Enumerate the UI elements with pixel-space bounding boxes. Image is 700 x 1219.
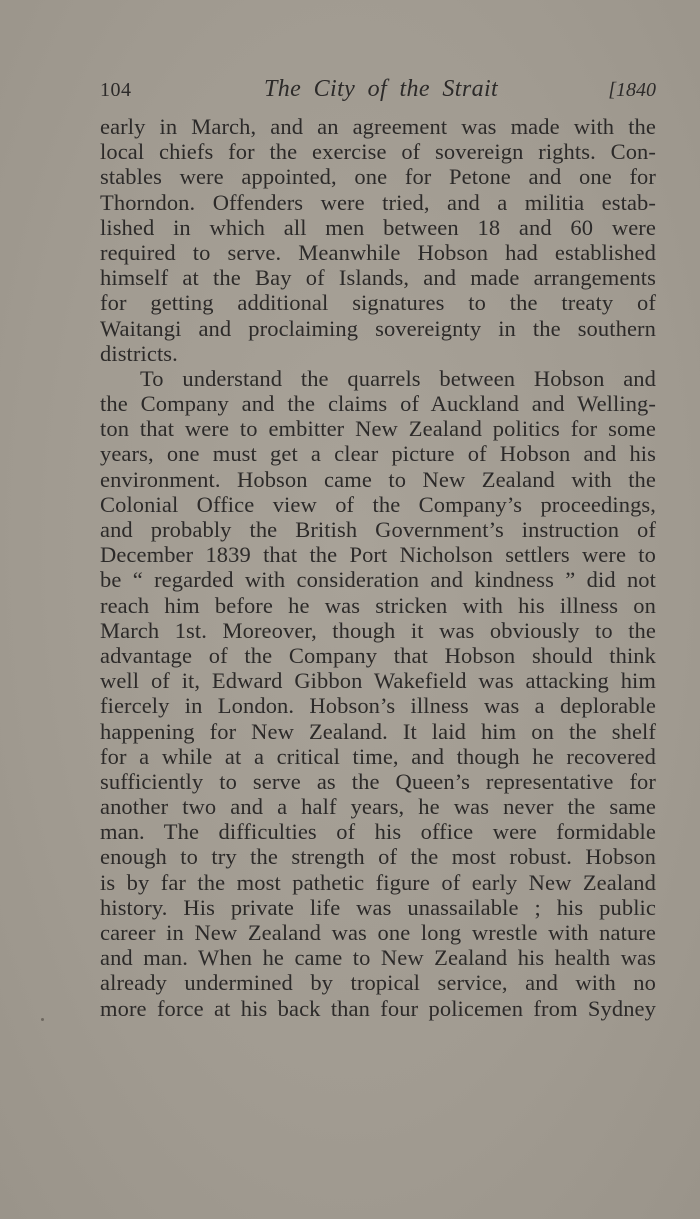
text-line: the Company and the claims of Auckland and Welling-: [100, 391, 656, 417]
text-line: ton that were to embitter New Zealand politics for some: [100, 416, 656, 442]
text-line: career in New Zealand was one long wrestle with nature: [100, 920, 656, 945]
text-line: more force at his back than four policemen from Sydney: [100, 995, 656, 1021]
text-line: Waitangi and proclaiming sovereignty in the southern: [100, 315, 656, 341]
text-line: years, one must get a clear picture of Hobson and his: [100, 441, 656, 467]
text-line: already undermined by tropical service, and with no: [100, 970, 656, 996]
text-line: districts.: [100, 340, 178, 366]
text-line: be “ regarded with consideration and kindness ” did not: [100, 567, 656, 593]
text-line: reach him before he was stricken with his illness on: [100, 592, 656, 618]
text-line: March 1st. Moreover, though it was obviously to the: [100, 617, 656, 643]
text-line: history. His private life was unassailable ; his public: [100, 894, 656, 920]
text-line: himself at the Bay of Islands, and made arrangements: [100, 265, 656, 291]
paper-speck: [41, 1018, 44, 1021]
text-line: environment. Hobson came to New Zealand with the: [100, 466, 656, 492]
text-line: well of it, Edward Gibbon Wakefield was attacking him: [100, 668, 656, 694]
text-line: sufficiently to serve as the Queen’s representative for: [100, 768, 656, 794]
text-line: required to serve. Meanwhile Hobson had established: [100, 239, 656, 265]
text-line: early in March, and an agreement was made with the: [100, 114, 656, 139]
paragraph: [100, 366, 656, 1021]
text-line: another two and a half years, he was never the same: [100, 794, 656, 820]
text-line: local chiefs for the exercise of sovereign rights. Con-: [100, 139, 656, 165]
running-head: [100, 76, 656, 106]
text-line: Colonial Office view of the Company’s proceedings,: [100, 491, 656, 517]
text-line: happening for New Zealand. It laid him on the shelf: [100, 718, 656, 744]
text-line: for getting additional signatures to the treaty of: [100, 290, 656, 316]
text-line: is by far the most pathetic figure of early New Zealand: [100, 869, 656, 895]
text-line: To understand the quarrels between Hobson and: [140, 365, 656, 391]
text-line: Thorndon. Offenders were tried, and a militia estab-: [100, 189, 656, 215]
book-title: The City of the Strait: [264, 76, 499, 102]
text-line: December 1839 that the Port Nicholson settlers were to: [100, 542, 656, 568]
text-line: for a while at a critical time, and though he recovered: [100, 743, 656, 769]
body-text: [100, 114, 656, 1021]
year-marker: [1840: [608, 79, 656, 101]
paragraph: [100, 114, 656, 366]
text-line: enough to try the strength of the most robust. Hobson: [100, 844, 656, 870]
text-line: man. The difficulties of his office were formidable: [100, 819, 656, 845]
text-line: and probably the British Government’s instruction of: [100, 517, 656, 542]
text-line: stables were appointed, one for Petone and one for: [100, 164, 656, 190]
page-number: 104: [100, 79, 132, 101]
text-line: advantage of the Company that Hobson should think: [100, 642, 656, 668]
text-line: and man. When he came to New Zealand his health was: [100, 945, 656, 971]
text-line: lished in which all men between 18 and 60 were: [100, 214, 656, 240]
text-line: fiercely in London. Hobson’s illness was a deplorable: [100, 693, 656, 719]
